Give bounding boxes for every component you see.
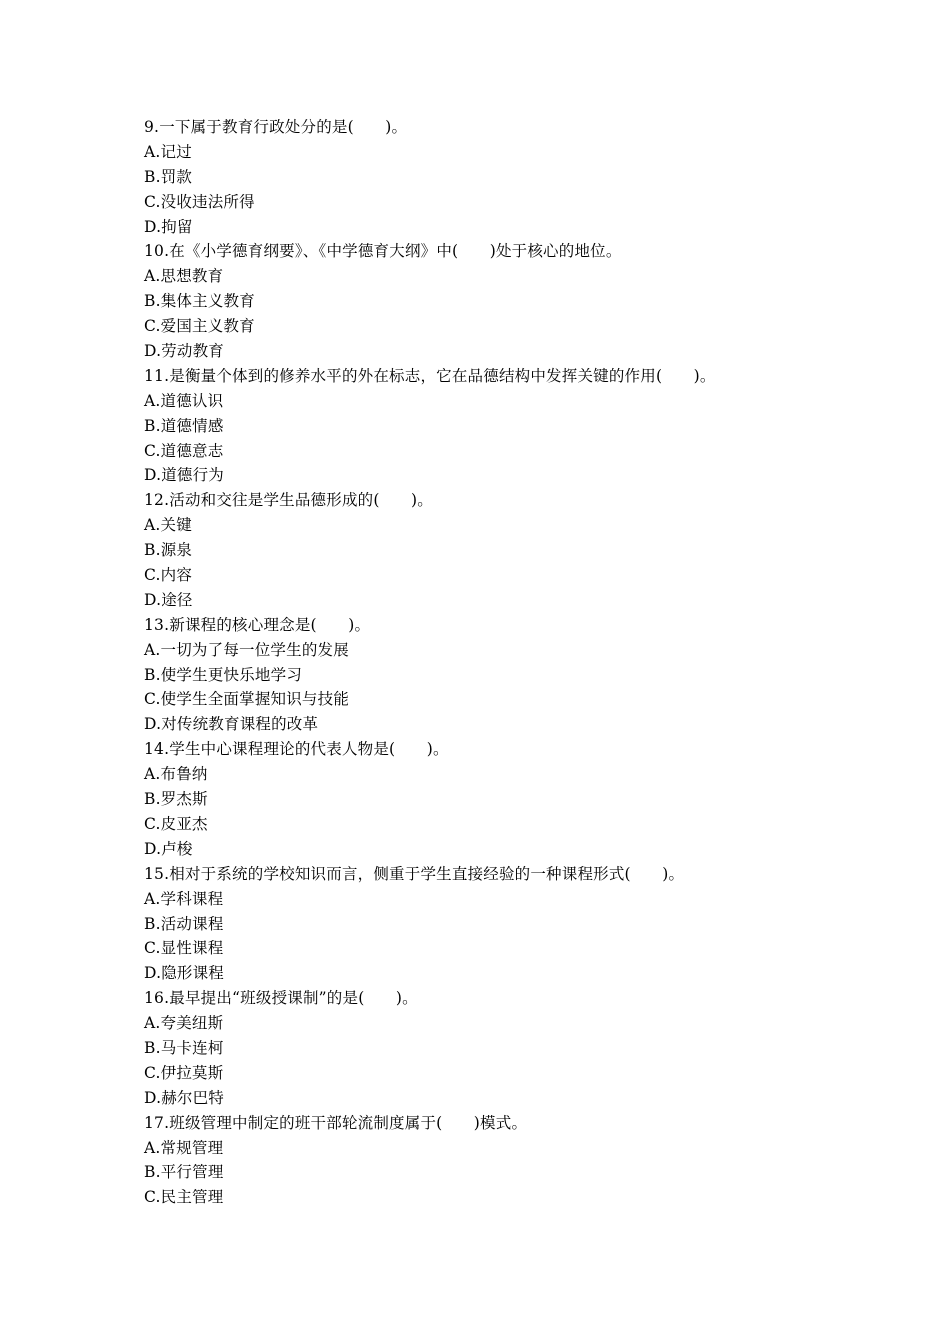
- option-c: C.皮亚杰: [144, 814, 208, 833]
- question-stem: 9.一下属于教育行政处分的是( )。: [144, 118, 408, 136]
- option-a: A.道德认识: [144, 391, 224, 410]
- option-b: B.集体主义教育: [144, 292, 255, 311]
- option-a: A.记过: [144, 142, 192, 161]
- question-stem: 10.在《小学德育纲要》、《中学德育大纲》中( )处于核心的地位。: [144, 242, 622, 261]
- option-b: B.马卡连柯: [144, 1038, 224, 1057]
- option-a: A.常规管理: [144, 1138, 224, 1157]
- option-d: D.卢梭: [144, 839, 193, 858]
- option-a: A.关键: [144, 516, 192, 535]
- option-d: D.隐形课程: [144, 964, 225, 983]
- option-b: B.使学生更快乐地学习: [144, 665, 303, 684]
- option-b: B.罚款: [144, 167, 193, 186]
- question-16: [144, 986, 824, 1110]
- option-b: B.罗杰斯: [144, 790, 208, 809]
- question-15: [144, 862, 824, 986]
- question-stem: 14.学生中心课程理论的代表人物是( )。: [144, 740, 449, 759]
- question-9: [144, 115, 824, 239]
- option-c: C.伊拉莫斯: [144, 1063, 224, 1082]
- document-page: [144, 115, 824, 1210]
- question-stem: 17.班级管理中制定的班干部轮流制度属于( )模式。: [144, 1113, 528, 1132]
- option-b: B.活动课程: [144, 914, 224, 933]
- option-a: A.布鲁纳: [144, 765, 208, 784]
- option-a: A.学科课程: [144, 889, 224, 908]
- option-a: A.一切为了每一位学生的发展: [144, 640, 349, 659]
- option-a: A.夸美纽斯: [144, 1014, 224, 1033]
- option-c: C.道德意志: [144, 441, 224, 460]
- option-b: B.平行管理: [144, 1163, 224, 1182]
- option-d: D.途径: [144, 590, 193, 609]
- question-stem: 13.新课程的核心理念是( )。: [144, 615, 371, 634]
- question-stem: 16.最早提出“班级授课制”的是( )。: [144, 989, 418, 1008]
- option-d: D.道德行为: [144, 466, 225, 485]
- question-11: [144, 364, 824, 488]
- question-stem: 11.是衡量个体到的修养水平的外在标志，它在品德结构中发挥关键的作用( )。: [144, 366, 716, 385]
- option-d: D.拘留: [144, 217, 193, 236]
- option-c: C.使学生全面掌握知识与技能: [144, 690, 350, 709]
- option-d: D.赫尔巴特: [144, 1088, 225, 1107]
- question-13: [144, 613, 824, 737]
- option-d: D.对传统教育课程的改革: [144, 715, 319, 734]
- question-12: [144, 488, 824, 612]
- question-14: [144, 737, 824, 861]
- option-b: B.道德情感: [144, 416, 224, 435]
- option-d: D.劳动教育: [144, 342, 225, 361]
- question-10: [144, 239, 824, 363]
- option-a: A.思想教育: [144, 267, 224, 286]
- question-17: [144, 1111, 824, 1211]
- option-c: C.没收违法所得: [144, 192, 255, 211]
- option-b: B.源泉: [144, 541, 193, 560]
- question-stem: 15.相对于系统的学校知识而言，侧重于学生直接经验的一种课程形式( )。: [144, 864, 685, 883]
- option-c: C.显性课程: [144, 939, 224, 958]
- question-stem: 12.活动和交往是学生品德形成的( )。: [144, 491, 433, 510]
- option-c: C.民主管理: [144, 1188, 224, 1207]
- option-c: C.内容: [144, 566, 193, 585]
- option-c: C.爱国主义教育: [144, 317, 255, 336]
